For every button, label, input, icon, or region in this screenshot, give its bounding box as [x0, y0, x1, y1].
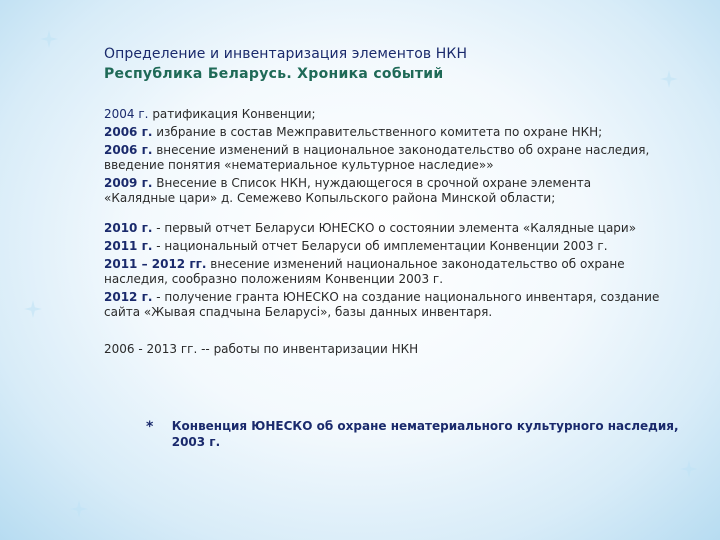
- title-line-1: Определение и инвентаризация элементов НКН: [104, 46, 468, 62]
- chronicle-body: [104, 107, 664, 357]
- event-year: 2004 г.: [104, 107, 149, 121]
- event-text: - первый отчет Беларуси ЮНЕСКО о состоянии элемента «Калядные цари»: [156, 221, 637, 235]
- spacer: [104, 209, 664, 221]
- title-line-2: Республика Беларусь. Хроника событий: [104, 66, 444, 82]
- sparkle-icon: [680, 460, 698, 478]
- event-year: 2006 г.: [104, 143, 153, 157]
- event-year: 2009 г.: [104, 176, 153, 190]
- event-text: избрание в состав Межправительственного комитета по охране НКН;: [156, 125, 603, 139]
- event-year: 2010 г.: [104, 221, 153, 235]
- event-entry: [104, 176, 664, 206]
- event-year: 2011 – 2012 гг.: [104, 257, 207, 271]
- sparkle-icon: [24, 300, 42, 318]
- event-text: - получение гранта ЮНЕСКО на создание национального инвентаря, создание сайта «Жывая спадчына Беларусі», базы данных инвентаря.: [104, 290, 660, 319]
- event-entry: [104, 221, 664, 236]
- event-text: внесение изменений национальное законодательство об охране наследия, сообразно положениям Конвенции 2003 г.: [104, 257, 625, 286]
- sparkle-icon: [40, 30, 58, 48]
- summary-line: 2006 - 2013 гг. -- работы по инвентаризации НКН: [104, 342, 419, 356]
- event-text: внесение изменений в национальное законодательство об охране наследия, введение понятия «нематериальное культурное наследие»»: [104, 143, 650, 172]
- event-text: Внесение в Список НКН, нуждающегося в срочной охране элемента «Калядные цари» д. Семежево Копыльского района Минской области;: [104, 176, 592, 205]
- event-year: 2012 г.: [104, 290, 153, 304]
- event-year: 2006 г.: [104, 125, 153, 139]
- footnote-text: Конвенция ЮНЕСКО об охране нематериального культурного наследия, 2003 г.: [171, 419, 679, 449]
- event-entry: [104, 257, 664, 287]
- event-entry: [104, 290, 664, 320]
- event-text: ратификация Конвенции;: [152, 107, 316, 121]
- event-entry: [104, 125, 664, 140]
- footnote: [146, 418, 686, 450]
- sparkle-icon: [70, 500, 88, 518]
- slide-title: [104, 44, 664, 84]
- event-entry: [104, 107, 664, 122]
- footnote-marker: *: [146, 419, 154, 435]
- event-text: - национальный отчет Беларуси об имплементации Конвенции 2003 г.: [156, 239, 608, 253]
- event-entry: [104, 143, 664, 173]
- event-entry: [104, 239, 664, 254]
- event-year: 2011 г.: [104, 239, 153, 253]
